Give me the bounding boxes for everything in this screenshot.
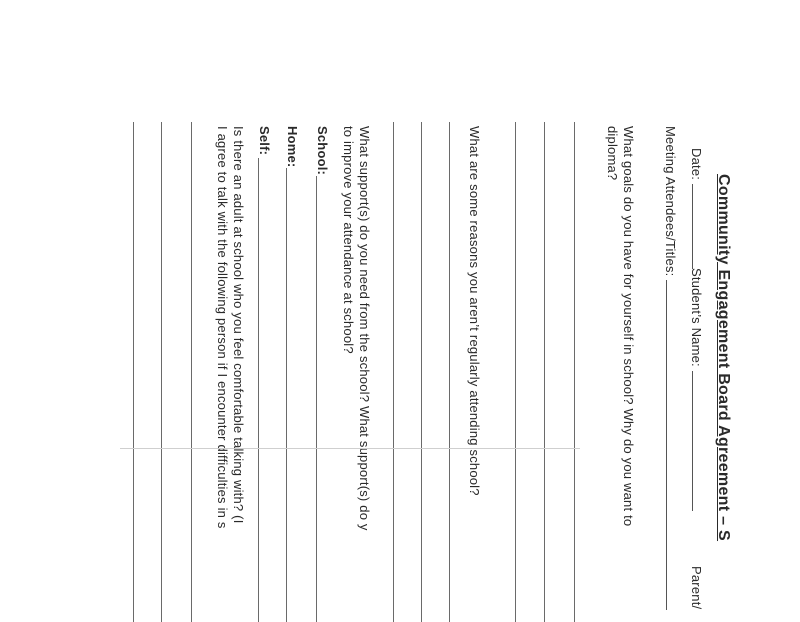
self-label: Self: bbox=[257, 126, 272, 156]
goals-question-line2: diploma? bbox=[605, 126, 620, 181]
answer-line bbox=[574, 122, 575, 622]
home-label: Home: bbox=[285, 126, 300, 168]
rotated-form-page bbox=[0, 118, 750, 618]
school-label: School: bbox=[315, 126, 330, 176]
answer-line bbox=[191, 122, 192, 622]
adult-question-line1: Is there an adult at school who you feel comfortable talking with? (I bbox=[231, 126, 246, 524]
parent-label: Parent/ bbox=[689, 566, 704, 610]
goals-question-line1: What goals do you have for yourself in school? Why do you want to bbox=[621, 126, 636, 527]
answer-line bbox=[515, 122, 516, 622]
answer-line bbox=[544, 122, 545, 622]
date-field-row bbox=[689, 148, 704, 269]
student-name-label: Student’s Name: bbox=[689, 268, 704, 367]
answer-line bbox=[161, 122, 162, 622]
reasons-question: What are some reasons you aren’t regularly attending school? bbox=[467, 126, 482, 496]
answer-line bbox=[449, 122, 450, 622]
school-answer-line bbox=[316, 176, 317, 622]
attendees-label: Meeting Attendees/Titles: bbox=[663, 126, 678, 277]
date-label: Date: bbox=[689, 148, 704, 181]
self-row bbox=[257, 126, 272, 155]
school-row bbox=[315, 126, 330, 175]
answer-line bbox=[393, 122, 394, 622]
student-name-blank bbox=[692, 371, 703, 511]
scan-artifact-line bbox=[120, 448, 580, 449]
form-title: Community Engagement Board Agreement – S bbox=[715, 174, 732, 542]
home-answer-line bbox=[286, 168, 287, 622]
attendees-row bbox=[663, 126, 678, 610]
answer-line bbox=[133, 122, 134, 622]
answer-line bbox=[421, 122, 422, 622]
support-question-line1: What support(s) do you need from the school? What support(s) do y bbox=[357, 126, 372, 531]
home-row bbox=[285, 126, 300, 167]
support-question-line2: to improve your attendance at school? bbox=[341, 126, 356, 354]
self-answer-line bbox=[258, 158, 259, 622]
date-blank bbox=[692, 184, 703, 269]
student-name-row bbox=[689, 268, 704, 511]
attendees-blank bbox=[666, 280, 677, 610]
adult-question-line2: I agree to talk with the following person if I encounter difficulties in s bbox=[215, 126, 230, 529]
